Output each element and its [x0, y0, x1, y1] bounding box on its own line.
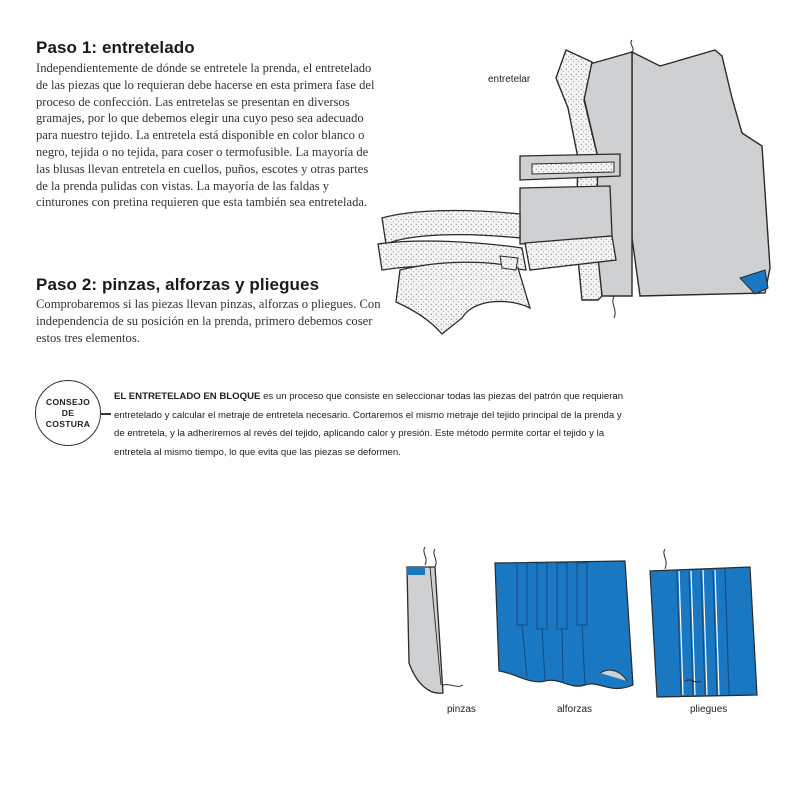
collar-piece	[396, 262, 530, 334]
pinzas-piece	[407, 567, 443, 693]
badge-line-2: DE	[61, 407, 75, 418]
bodice-back-piece	[632, 50, 770, 296]
pinzas-caption: pinzas	[447, 704, 476, 715]
sewing-tip-text	[114, 388, 634, 462]
pinzas-blue-edge	[407, 567, 425, 575]
badge-connector	[101, 413, 111, 415]
collar-tip	[500, 256, 518, 270]
badge-line-3: COSTURA	[45, 418, 91, 429]
cuff-piece-gray	[520, 186, 612, 244]
tip-lead: EL ENTRETELADO EN BLOQUE	[114, 391, 261, 402]
step1-body: Independientemente de dónde se entretele la prenda, el entretelado de las piezas que lo requieran debe hacerse en esta primera fase del proceso de confección. Las entretelas se presentan en diversos gramajes, por lo que debemos elegir una cuyo peso sea adecuado para nuestro tejido. La entretela está disponible en color blanco o negro, tejida o no tejida, para coser o termofusible. La mayoría de las blusas llevan entretela en cuellos, puños, escotes y otras partes de la prenda pulidas con vistas. La mayoría de las faldas y cinturones con pretina requieren que esta también sea entretelada.	[36, 61, 375, 210]
step2-title: Paso 2: pinzas, alforzas y pliegues	[36, 275, 320, 294]
thread-end-top	[631, 40, 633, 52]
pinzas-thread-end	[443, 685, 463, 687]
thread-end-bottom	[613, 296, 615, 318]
interfacing-illustration	[370, 38, 780, 350]
sewing-tip-badge	[35, 380, 101, 446]
alforzas-caption: alforzas	[557, 704, 593, 715]
pinzas-thread-2	[434, 549, 436, 567]
step2-body: Comprobaremos si las piezas llevan pinzas, alforzas o pliegues. Con independencia de su posición en la prenda, primero debemos coser estos tres elementos.	[36, 297, 381, 345]
tip-body: es un proceso que consiste en seleccionar todas las piezas del patrón que requieran entretelado y calcular el metraje de entretela necesario. Cortaremos el mismo metraje del tejido principal de la prenda y de entretela, y la adheriremos al revés del tejido, aplicando calor y presión. Este método permite cortar el tejido y la entretela al mismo tiempo, lo que evita que las piezas se deformen.	[114, 391, 624, 458]
collar-band-interfacing	[532, 162, 614, 174]
badge-line-1: CONSEJO	[45, 396, 91, 407]
pliegues-caption: pliegues	[690, 704, 728, 715]
alforzas-piece	[495, 561, 633, 689]
waistband-strip	[382, 211, 520, 244]
darts-tucks-pleats-illustration	[395, 545, 775, 725]
pliegues-thread	[664, 549, 666, 569]
pinzas-thread	[424, 547, 426, 565]
interfacing-label: entretelar	[488, 74, 531, 85]
step1-title: Paso 1: entretelado	[36, 38, 195, 57]
